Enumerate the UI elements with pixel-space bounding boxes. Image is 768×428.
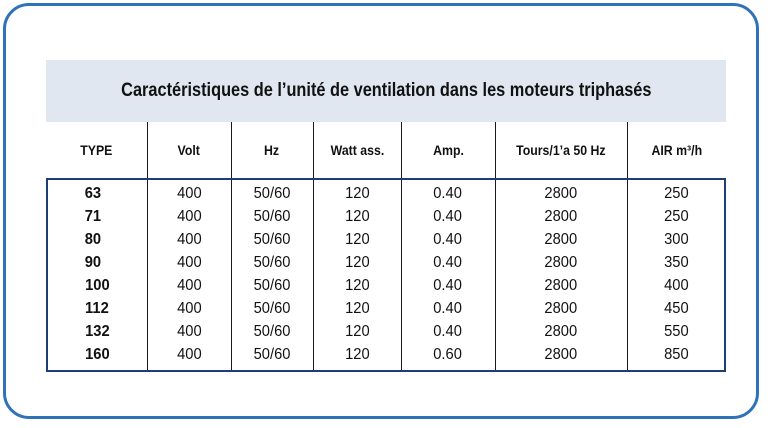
table-row [46, 297, 726, 320]
cell-type: 71 [84, 207, 102, 225]
cell-type: 80 [84, 230, 102, 248]
cell-volt: 400 [176, 345, 202, 363]
cell-type: 160 [85, 345, 110, 363]
header-amp: Amp. [432, 142, 464, 158]
header-type: TYPE [80, 142, 113, 158]
cell-type: 132 [85, 322, 110, 340]
cell-tours: 2800 [544, 207, 578, 225]
cell-tours: 2800 [544, 345, 578, 363]
cell-air: 350 [664, 253, 689, 271]
cell-watt: 120 [344, 207, 370, 225]
cell-hz: 50/60 [253, 345, 291, 363]
cell-type: 63 [84, 184, 102, 202]
cell-hz: 50/60 [253, 299, 291, 317]
cell-type: 112 [85, 299, 109, 317]
header-hz: Hz [264, 142, 280, 158]
cell-air: 250 [664, 207, 689, 225]
header-volt: Volt [177, 142, 201, 158]
header-watt: Watt ass. [330, 142, 384, 158]
cell-type: 90 [84, 253, 102, 271]
cell-tours: 2800 [544, 253, 578, 271]
cell-hz: 50/60 [253, 253, 291, 271]
cell-tours: 2800 [544, 299, 578, 317]
cell-watt: 120 [344, 253, 370, 271]
table-row [46, 251, 726, 274]
table-title: Caractéristiques de l’unité de ventilation dans les moteurs triphasés [120, 80, 652, 101]
cell-amp: 0.60 [433, 345, 463, 363]
header-tours: Tours/1’a 50 Hz [516, 142, 606, 158]
cell-watt: 120 [344, 230, 370, 248]
cell-watt: 120 [344, 322, 370, 340]
cell-watt: 120 [344, 276, 370, 294]
cell-tours: 2800 [544, 230, 578, 248]
cell-amp: 0.40 [433, 230, 463, 248]
cell-hz: 50/60 [253, 230, 291, 248]
cell-amp: 0.40 [433, 207, 463, 225]
cell-amp: 0.40 [433, 184, 463, 202]
cell-type: 100 [85, 276, 110, 294]
table-row [46, 205, 726, 228]
cell-volt: 400 [176, 276, 202, 294]
cell-volt: 400 [176, 207, 202, 225]
cell-air: 450 [664, 299, 689, 317]
cell-air: 550 [664, 322, 689, 340]
table-row [46, 274, 726, 297]
cell-amp: 0.40 [433, 322, 463, 340]
cell-volt: 400 [176, 253, 202, 271]
cell-tours: 2800 [544, 322, 578, 340]
spec-table [46, 60, 726, 372]
cell-air: 250 [664, 184, 689, 202]
cell-air: 400 [664, 276, 689, 294]
cell-volt: 400 [176, 184, 202, 202]
cell-watt: 120 [344, 345, 370, 363]
cell-tours: 2800 [544, 184, 578, 202]
cell-volt: 400 [176, 322, 202, 340]
cell-amp: 0.40 [433, 299, 463, 317]
cell-hz: 50/60 [253, 322, 291, 340]
table-row [46, 343, 726, 366]
cell-watt: 120 [344, 184, 370, 202]
cell-volt: 400 [176, 230, 202, 248]
cell-watt: 120 [344, 299, 370, 317]
cell-volt: 400 [176, 299, 202, 317]
cell-hz: 50/60 [253, 184, 291, 202]
table-row [46, 320, 726, 343]
cell-air: 850 [664, 345, 689, 363]
table-row [46, 182, 726, 205]
header-air: AIR m³/h [651, 142, 702, 158]
cell-tours: 2800 [544, 276, 578, 294]
table-row [46, 228, 726, 251]
title-band [46, 60, 726, 122]
cell-amp: 0.40 [433, 253, 463, 271]
cell-hz: 50/60 [253, 207, 291, 225]
cell-hz: 50/60 [253, 276, 291, 294]
cell-air: 300 [664, 230, 689, 248]
cell-amp: 0.40 [433, 276, 463, 294]
